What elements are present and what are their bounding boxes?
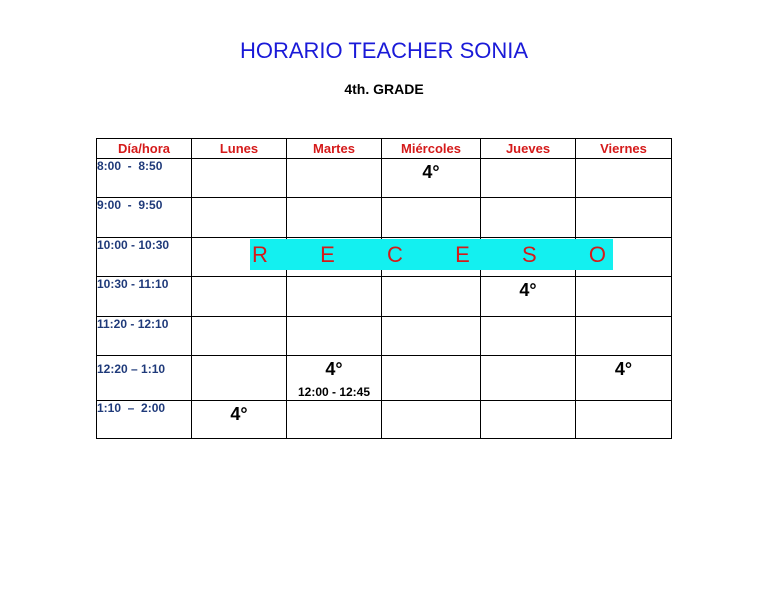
table-row <box>97 159 672 198</box>
table-row <box>97 277 672 317</box>
schedule-cell <box>192 317 287 356</box>
time-cell: 10:30 - 11:10 <box>97 277 192 317</box>
schedule-cell <box>576 356 672 401</box>
table-row <box>97 356 672 401</box>
schedule-cell <box>287 198 382 238</box>
time-cell: 8:00 - 8:50 <box>97 159 192 198</box>
recess-letter: E <box>320 241 335 267</box>
time-note: 12:00 - 12:45 <box>297 385 371 399</box>
schedule-cell <box>192 198 287 238</box>
schedule-cell <box>287 356 382 401</box>
schedule-cell <box>192 401 287 439</box>
time-cell: 12:20 – 1:10 <box>97 356 192 401</box>
schedule-cell <box>576 401 672 439</box>
schedule-cell <box>576 159 672 198</box>
schedule-cell <box>192 277 287 317</box>
schedule-cell <box>576 317 672 356</box>
recess-letter: C <box>386 241 403 267</box>
page-title: HORARIO TEACHER SONIA <box>239 38 529 63</box>
table-row <box>97 401 672 439</box>
schedule-cell <box>481 159 576 198</box>
page-subtitle: 4th. GRADE <box>344 81 424 97</box>
grade-label: 4° <box>325 359 343 379</box>
time-cell: 11:20 - 12:10 <box>97 317 192 356</box>
header-viernes: Viernes <box>576 139 672 159</box>
schedule-table <box>96 138 672 439</box>
schedule-cell <box>382 317 481 356</box>
schedule-cell <box>287 159 382 198</box>
header-lunes: Lunes <box>192 139 287 159</box>
grade-label: 4° <box>422 162 440 182</box>
table-row <box>97 198 672 238</box>
schedule-cell <box>287 317 382 356</box>
time-cell: 9:00 - 9:50 <box>97 198 192 238</box>
schedule-cell <box>481 356 576 401</box>
recess-letter: E <box>455 241 470 267</box>
schedule-cell <box>192 159 287 198</box>
table-row <box>97 317 672 356</box>
recess-letter: O <box>588 241 606 267</box>
schedule-cell <box>576 198 672 238</box>
recess-letter: R <box>252 241 268 267</box>
schedule-cell <box>481 277 576 317</box>
schedule-cell <box>287 277 382 317</box>
header-jueves: Jueves <box>481 139 576 159</box>
grade-label: 4° <box>614 359 633 379</box>
schedule-cell <box>382 159 481 198</box>
schedule-cell <box>382 356 481 401</box>
schedule-cell <box>287 401 382 439</box>
grade-label: 4° <box>519 280 537 300</box>
schedule-cell <box>382 401 481 439</box>
header-martes: Martes <box>287 139 382 159</box>
grade-label: 4° <box>230 404 248 424</box>
time-cell: 1:10 – 2:00 <box>97 401 192 439</box>
schedule-cell <box>382 198 481 238</box>
time-cell: 10:00 - 10:30 <box>97 238 192 277</box>
header-row <box>97 139 672 159</box>
schedule-cell <box>382 277 481 317</box>
schedule-cell <box>481 198 576 238</box>
schedule-cell <box>576 277 672 317</box>
schedule-cell <box>481 401 576 439</box>
header-miercoles: Miércoles <box>382 139 481 159</box>
schedule-cell <box>192 356 287 401</box>
recess-letter: S <box>521 241 537 267</box>
recess-banner <box>250 239 613 270</box>
schedule-cell <box>481 317 576 356</box>
header-dia-hora: Día/hora <box>97 139 192 159</box>
